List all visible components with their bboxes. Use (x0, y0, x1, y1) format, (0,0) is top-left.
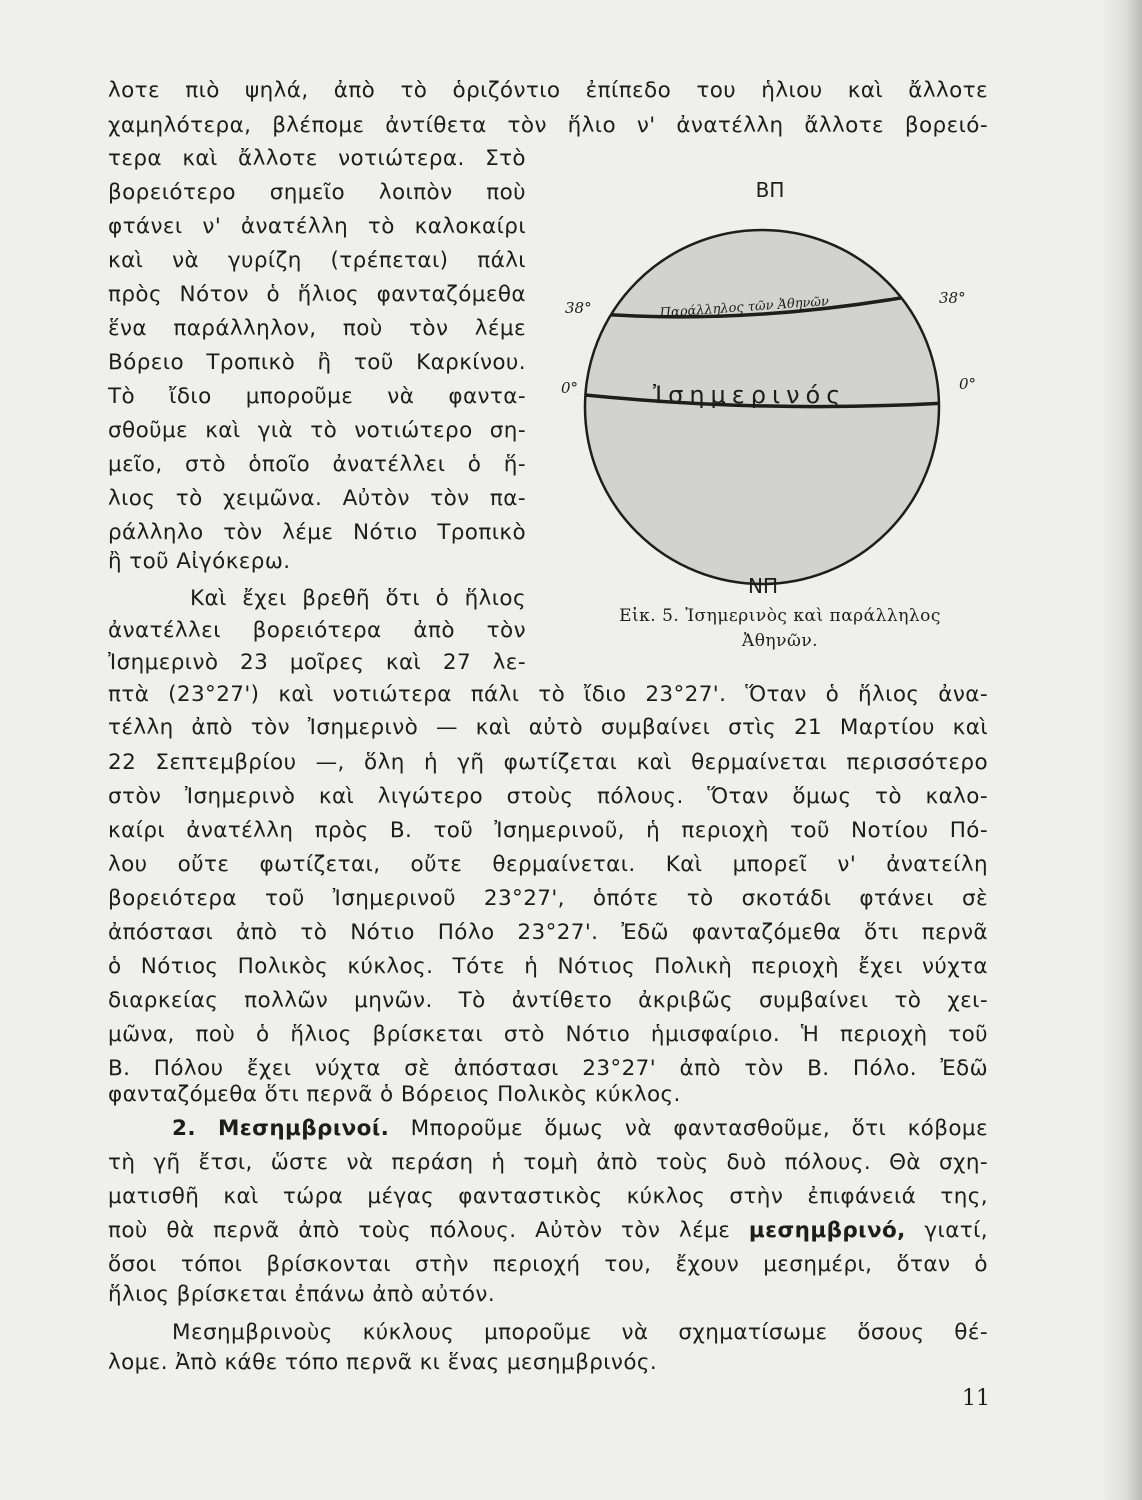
text-line: ὅσοι τόποι βρίσκονται στὴν περιοχή του, ἔχουν μεσημέρι, ὅταν ὁ (108, 1252, 988, 1277)
text-line: Ἰσημερινὸ 23 μοῖρες καὶ 27 λε- (108, 650, 526, 675)
text-line: Τὸ ἴδιο μποροῦμε νὰ φαντα- (108, 384, 526, 409)
text-line: βορειότερα τοῦ Ἰσημερινοῦ 23°27', ὁπότε τὸ σκοτάδι φτάνει σὲ (108, 886, 988, 911)
lat-38-right-label: 38° (939, 289, 966, 307)
text-before-term: ποὺ θὰ περνᾶ ἀπὸ τοὺς πόλους. Αὐτὸν τὸν λέμε (108, 1218, 731, 1243)
figure-caption-line-1: Εἰκ. 5. Ἰσημερινὸς καὶ παράλληλος (619, 606, 941, 626)
text-line: μῶνα, ποὺ ὁ ἥλιος βρίσκεται στὸ Νότιο ἡμισφαίριο. Ἡ περιοχὴ τοῦ (108, 1022, 988, 1047)
text-line: καὶ νὰ γυρίζη (τρέπεται) πάλι (108, 248, 526, 273)
text-line: τερα καὶ ἄλλοτε νοτιώτερα. Στὸ (108, 146, 526, 171)
athens-parallel-label: Παράλληλος τῶν Ἀθηνῶν (659, 294, 830, 321)
text-line: ἕνα παράλληλον, ποὺ τὸν λέμε (108, 316, 526, 341)
text-line: τέλλη ἀπὸ τὸν Ἰσημερινὸ — καὶ αὐτὸ συμβαίνει στὶς 21 Μαρτίου καὶ (108, 715, 988, 740)
section-2-first-line (172, 1114, 988, 1144)
lat-38-left-label: 38° (565, 299, 592, 317)
text-line: ἢ τοῦ Αἰγόκερω. (108, 549, 291, 574)
text-line: σθοῦμε καὶ γιὰ τὸ νοτιώτερο ση- (108, 418, 526, 443)
text-line: ἥλιος βρίσκεται ἐπάνω ἀπὸ αὐτόν. (108, 1282, 496, 1307)
figure-caption-line-2: Ἀθηνῶν. (741, 631, 819, 651)
text-line: Β. Πόλου ἔχει νύχτα σὲ ἀπόστασι 23°27' ἀπὸ τὸν Β. Πόλο. Ἐδῶ (108, 1056, 988, 1081)
text-after-term: γιατί, (924, 1218, 989, 1243)
text-line: μεῖο, στὸ ὁποῖο ἀνατέλλει ὁ ἥ- (108, 452, 526, 477)
lat-0-left-label: 0° (561, 379, 579, 397)
text-line: στὸν Ἰσημερινὸ καὶ λιγώτερο στοὺς πόλους. Ὅταν ὅμως τὸ καλο- (108, 784, 988, 809)
lat-0-right-label: 0° (959, 375, 977, 393)
text-line: πτὰ (23°27') καὶ νοτιώτερα πάλι τὸ ἴδιο 23°27'. Ὅταν ὁ ἥλιος ἀνα- (108, 682, 988, 707)
text-line: Βόρειο Τροπικὸ ἢ τοῦ Καρκίνου. (108, 350, 526, 375)
text-line: καίρι ἀνατέλλη πρὸς Β. τοῦ Ἰσημερινοῦ, ἡ περιοχὴ τοῦ Νοτίου Πό- (108, 818, 988, 843)
text-line: Καὶ ἔχει βρεθῆ ὅτι ὁ ἥλιος (190, 586, 526, 611)
north-pole-label: ΒΠ (755, 178, 785, 202)
text-line: διαρκείας πολλῶν μηνῶν. Τὸ ἀντίθετο ἀκριβῶς συμβαίνει τὸ χει- (108, 988, 988, 1013)
south-pole-label: ΝΠ (748, 574, 778, 598)
text-line: ἀπόστασι ἀπὸ τὸ Νότιο Πόλο 23°27'. Ἐδῶ φανταζόμεθα ὅτι περνᾶ (108, 920, 988, 945)
text-line: ράλληλο τὸν λέμε Νότιο Τροπικὸ (108, 520, 526, 545)
section-heading: 2. Μεσημβρινοί. (172, 1116, 390, 1141)
page-edge-shadow (1102, 0, 1142, 1500)
text-line: ὁ Νότιος Πολικὸς κύκλος. Τότε ἡ Νότιος Πολικὴ περιοχὴ ἔχει νύχτα (108, 954, 988, 979)
text-line: ἀνατέλλει βορειότερα ἀπὸ τὸν (108, 618, 526, 643)
text-line: λου οὔτε φωτίζεται, οὔτε θερμαίνεται. Καὶ μπορεῖ ν' ἀνατείλη (108, 852, 988, 877)
text-line: ματισθῆ καὶ τώρα μέγας φανταστικὸς κύκλος στὴν ἐπιφάνειά της, (108, 1184, 988, 1209)
text-line: φτάνει ν' ἀνατέλλη τὸ καλοκαίρι (108, 214, 526, 239)
text-line: 22 Σεπτεμβρίου —, ὅλη ἡ γῆ φωτίζεται καὶ θερμαίνεται περισσότερο (108, 750, 988, 775)
text-line: Μεσημβρινοὺς κύκλους μποροῦμε νὰ σχηματίσωμε ὅσους θέ- (172, 1320, 988, 1345)
text-line: πρὸς Νότον ὁ ἥλιος φανταζόμεθα (108, 282, 526, 307)
text-line: χαμηλότερα, βλέπομε ἀντίθετα τὸν ἥλιο ν' ἀνατέλλη ἄλλοτε βορειό- (108, 113, 988, 138)
page-number: 11 (962, 1386, 990, 1411)
text-line: τὴ γῆ ἔτσι, ὥστε νὰ περάση ἡ τομὴ ἀπὸ τοὺς δυὸ πόλους. Θὰ σχη- (108, 1150, 988, 1175)
equator-label: Ἰσημερινός (653, 381, 847, 409)
text-line-with-term (108, 1216, 988, 1246)
text-line: βορειότερο σημεῖο λοιπὸν ποὺ (108, 180, 526, 205)
section-2-line-text: Μποροῦμε ὅμως νὰ φαντασθοῦμε, ὅτι κόβομε (410, 1116, 988, 1141)
text-line: λιος τὸ χειμῶνα. Αὐτὸν τὸν πα- (108, 486, 526, 511)
text-line: λομε. Ἀπὸ κάθε τόπο περνᾶ κι ἕνας μεσημβρινός. (108, 1350, 658, 1375)
text-line: φανταζόμεθα ὅτι περνᾶ ὁ Βόρειος Πολικὸς κύκλος. (108, 1082, 681, 1107)
text-line: λοτε πιὸ ψηλά, ἀπὸ τὸ ὁριζόντιο ἐπίπεδο του ἡλιου καὶ ἄλλοτε (108, 78, 988, 103)
bold-term: μεσημβρινό, (748, 1218, 906, 1243)
globe-figure (535, 175, 995, 605)
